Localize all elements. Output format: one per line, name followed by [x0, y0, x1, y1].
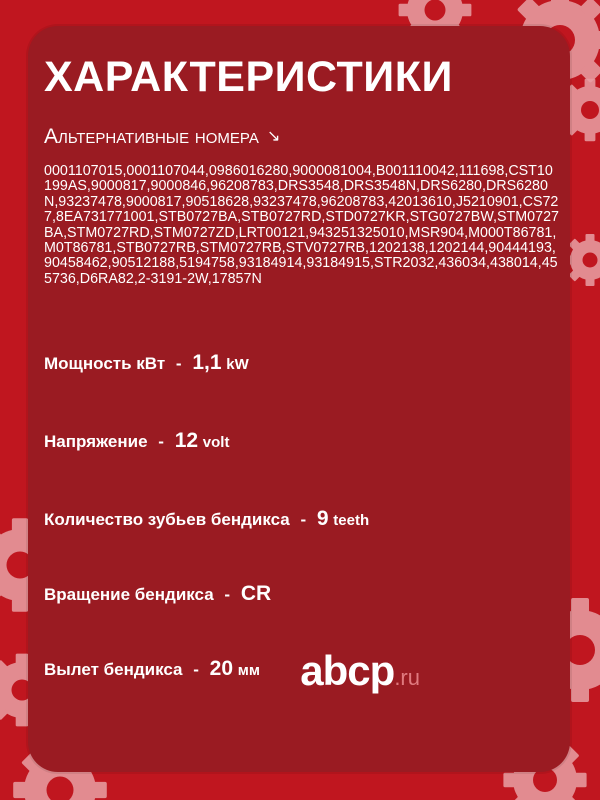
spec-offset: [44, 658, 260, 679]
alt-numbers-heading-text: Альтернативные номера: [44, 125, 259, 148]
spec-rotation: [44, 583, 271, 604]
spec-separator: -: [224, 585, 231, 604]
abcp-logo: [300, 647, 420, 694]
spec-label: Вылет бендикса: [44, 660, 183, 679]
spec-label: Количество зубьев бендикса: [44, 510, 290, 529]
characteristics-card: [28, 26, 570, 772]
spec-value: CR: [240, 582, 272, 605]
page-title: ХАРАКТЕРИСТИКИ: [44, 53, 453, 101]
spec-unit: volt: [202, 434, 230, 451]
spec-unit: kW: [226, 356, 249, 373]
spec-label: Напряжение: [44, 432, 148, 451]
spec-value: 20: [209, 657, 234, 680]
spec-power: [44, 352, 249, 373]
spec-unit: teeth: [333, 512, 370, 529]
spec-value: 9: [316, 507, 329, 530]
spec-separator: -: [193, 660, 199, 679]
arrow-down-right-icon: ↘: [266, 128, 281, 146]
logo-suffix: .ru: [394, 665, 420, 690]
spec-voltage: [44, 430, 229, 451]
spec-separator: -: [175, 354, 182, 373]
spec-label: Вращение бендикса: [44, 585, 214, 604]
alt-numbers-list: 0001107015,0001107044,0986016280,9000081004,B001110042,111698,CST10199AS,9000817,9000846,96208783,DRS3548,DRS3548N,DRS6280,DRS6280N,93237478,9000817,90518628,93237478,96208783,42013610,J5210901,CS727,8EA731771001,STB0727BA,STB0727RD,STD0727KR,STG0727BW,STM0727BA,STM0727RD,STM0727ZD,LRT00121,943251325010,MSR904,M000T86781,M0T86781,STB0727RB,STM0727RB,STV0727RB,1202138,1202144,90444193,90458462,90512188,5194758,93184914,93184915,STR2032,436034,438014,455736,D6RA82,2-3191-2W,17857N: [44, 163, 559, 287]
alt-numbers-heading: [44, 126, 280, 147]
spec-teeth: [44, 508, 369, 529]
spec-label: Мощность кВт: [44, 354, 166, 373]
spec-separator: -: [158, 432, 164, 451]
logo-main: abcp: [300, 647, 395, 694]
spec-unit: мм: [237, 662, 260, 679]
spec-separator: -: [300, 510, 307, 529]
spec-value: 12: [174, 429, 199, 452]
spec-value: 1,1: [192, 351, 222, 374]
